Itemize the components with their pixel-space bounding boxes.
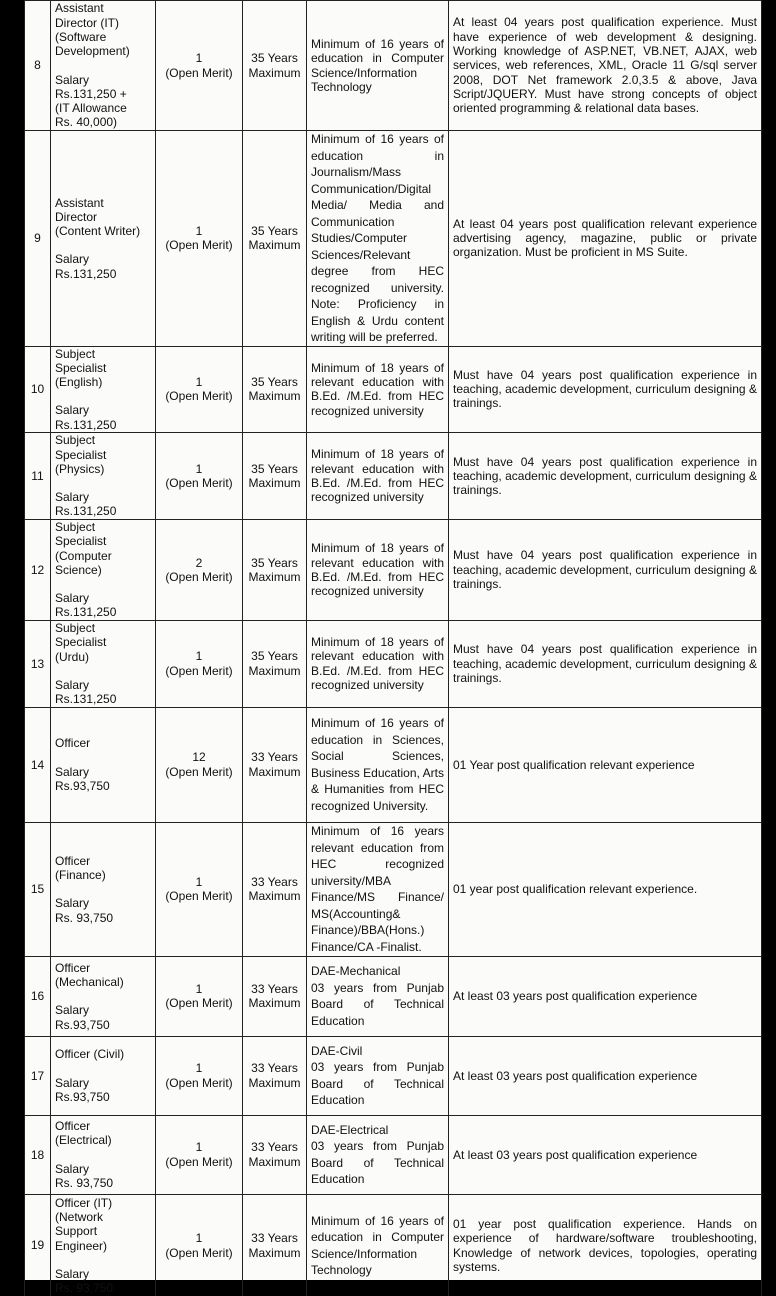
salary-line: Salary xyxy=(55,403,151,417)
vacancy-quota: (Open Merit) xyxy=(160,1246,238,1260)
vacancy-count-cell xyxy=(156,131,243,347)
experience-text: 01 year post qualification experience. Hands on experience of hardware/software troubleshooting, Knowledge of network devices, topologies, operating systems. xyxy=(453,1217,757,1274)
age-limit-label: Maximum xyxy=(247,66,302,80)
experience-cell xyxy=(449,1036,762,1115)
serial-number: 14 xyxy=(29,758,46,772)
age-limit-cell xyxy=(243,1194,307,1296)
post-title-line: Subject xyxy=(55,347,151,361)
post-title-line: Officer xyxy=(55,1119,151,1133)
experience-text: 01 year post qualification relevant experience. xyxy=(453,882,757,896)
vacancy-quota: (Open Merit) xyxy=(160,66,238,80)
serial-number: 19 xyxy=(29,1238,46,1252)
table-row xyxy=(25,1194,762,1296)
post-cell xyxy=(51,1,156,131)
post-cell xyxy=(51,346,156,432)
serial-number-cell xyxy=(25,1194,51,1296)
experience-text: At least 03 years post qualification experience xyxy=(453,989,757,1003)
post-title-line: Officer (IT) xyxy=(55,1196,151,1210)
experience-cell xyxy=(449,620,762,707)
qualification-cell xyxy=(307,1,449,131)
post-title-line: (Software xyxy=(55,30,151,44)
experience-text: At least 03 years post qualification experience xyxy=(453,1148,757,1162)
qualification-text: DAE-Electrical 03 years from Punjab Board of Technical Education xyxy=(311,1122,444,1188)
post-title-line: Specialist xyxy=(55,534,151,548)
post-title-line: Director (IT) xyxy=(55,16,151,30)
experience-text: At least 04 years post qualification relevant experience advertising agency, magazine, public or private organization. Must be proficient in MS Suite. xyxy=(453,217,757,260)
salary-line: Salary xyxy=(55,1267,151,1281)
vacancy-quota: (Open Merit) xyxy=(160,1155,238,1169)
post-title-line: Subject xyxy=(55,621,151,635)
salary-line: Rs. 40,000) xyxy=(55,115,151,129)
age-limit-label: Maximum xyxy=(247,238,302,252)
salary-line: Rs.131,250 xyxy=(55,692,151,706)
post-title-line: (Mechanical) xyxy=(55,975,151,989)
post-title-line: Engineer) xyxy=(55,1239,151,1253)
table-row xyxy=(25,707,762,822)
salary-line: Salary xyxy=(55,252,151,266)
salary-line: Rs.131,250 + xyxy=(55,87,151,101)
qualification-cell xyxy=(307,519,449,620)
post-cell xyxy=(51,131,156,347)
vacancy-count: 1 xyxy=(160,1140,238,1154)
vacancy-quota: (Open Merit) xyxy=(160,996,238,1010)
vacancy-count: 1 xyxy=(160,649,238,663)
age-limit-cell xyxy=(243,1036,307,1115)
qualification-cell xyxy=(307,432,449,519)
salary-line: Rs.93,750 xyxy=(55,1018,151,1032)
age-limit-label: Maximum xyxy=(247,389,302,403)
experience-cell xyxy=(449,519,762,620)
serial-number: 18 xyxy=(29,1148,46,1162)
table-row xyxy=(25,131,762,347)
qualification-text: DAE-Civil 03 years from Punjab Board of Technical Education xyxy=(311,1043,444,1109)
salary-line: Rs. 93,750 xyxy=(55,911,151,925)
salary-line: Salary xyxy=(55,678,151,692)
vacancy-count-cell xyxy=(156,1,243,131)
age-value: 35 Years xyxy=(247,556,302,570)
post-title-line: Assistant xyxy=(55,1,151,15)
table-row xyxy=(25,1115,762,1194)
salary-line: Salary xyxy=(55,1076,151,1090)
serial-number-cell xyxy=(25,1036,51,1115)
serial-number-cell xyxy=(25,346,51,432)
salary-line: Rs. 93,750 xyxy=(55,1281,151,1295)
salary-line: Rs.93,750 xyxy=(55,779,151,793)
vacancy-count: 1 xyxy=(160,875,238,889)
age-value: 33 Years xyxy=(247,1061,302,1075)
qualification-text: Minimum of 16 years of education in Sciences, Social Sciences, Business Education, Arts & Humanities from HEC recognized University. xyxy=(311,715,444,814)
experience-cell xyxy=(449,131,762,347)
qualification-cell xyxy=(307,1036,449,1115)
table-row xyxy=(25,956,762,1036)
serial-number-cell xyxy=(25,131,51,347)
qualification-cell xyxy=(307,1194,449,1296)
post-cell xyxy=(51,620,156,707)
vacancy-count: 2 xyxy=(160,556,238,570)
salary-line: Salary xyxy=(55,765,151,779)
age-limit-cell xyxy=(243,620,307,707)
vacancy-count-cell xyxy=(156,346,243,432)
qualification-text: Minimum of 16 years of education in Computer Science/Information Technology xyxy=(311,37,444,94)
age-limit-label: Maximum xyxy=(247,1246,302,1260)
vacancy-quota: (Open Merit) xyxy=(160,570,238,584)
vacancy-count: 1 xyxy=(160,982,238,996)
serial-number-cell xyxy=(25,432,51,519)
age-value: 35 Years xyxy=(247,224,302,238)
vacancy-count: 1 xyxy=(160,1231,238,1245)
vacancy-count-cell xyxy=(156,1115,243,1194)
experience-cell xyxy=(449,346,762,432)
vacancy-count: 1 xyxy=(160,375,238,389)
salary-line: Salary xyxy=(55,591,151,605)
post-title-line: (English) xyxy=(55,375,151,389)
serial-number-cell xyxy=(25,1115,51,1194)
vacancy-rows xyxy=(25,1,762,1296)
post-title-line: Specialist xyxy=(55,448,151,462)
post-title-line: (Physics) xyxy=(55,462,151,476)
vacancy-count-cell xyxy=(156,432,243,519)
age-limit-label: Maximum xyxy=(247,1155,302,1169)
experience-text: Must have 04 years post qualification experience in teaching, academic development, curriculum designing & trainings. xyxy=(453,368,757,411)
post-cell xyxy=(51,956,156,1036)
post-title-line: (Finance) xyxy=(55,868,151,882)
experience-text: Must have 04 years post qualification experience in teaching, academic development, curriculum designing & trainings. xyxy=(453,642,757,685)
vacancy-quota: (Open Merit) xyxy=(160,1076,238,1090)
qualification-cell xyxy=(307,822,449,956)
qualification-text: DAE-Mechanical 03 years from Punjab Board of Technical Education xyxy=(311,963,444,1029)
post-title-line: (Content Writer) xyxy=(55,224,151,238)
vacancy-quota: (Open Merit) xyxy=(160,476,238,490)
age-limit-label: Maximum xyxy=(247,996,302,1010)
post-title-line: Officer xyxy=(55,736,151,750)
post-cell xyxy=(51,1036,156,1115)
serial-number-cell xyxy=(25,822,51,956)
post-title-line: Specialist xyxy=(55,361,151,375)
age-limit-cell xyxy=(243,956,307,1036)
post-cell xyxy=(51,519,156,620)
serial-number-cell xyxy=(25,707,51,822)
serial-number: 13 xyxy=(29,657,46,671)
post-cell xyxy=(51,822,156,956)
qualification-text: Minimum of 16 years of education in Journalism/Mass Communication/Digital Media/ Media and Communication Studies/Computer Sciences/Relevant degree from HEC recognized university. Note: Proficiency in English & Urdu content writing will be preferred. xyxy=(311,131,444,346)
age-limit-cell xyxy=(243,1,307,131)
post-title-line: Officer xyxy=(55,961,151,975)
age-limit-cell xyxy=(243,822,307,956)
experience-cell xyxy=(449,956,762,1036)
qualification-cell xyxy=(307,131,449,347)
vacancy-count: 12 xyxy=(160,750,238,764)
serial-number: 8 xyxy=(29,58,46,72)
vacancy-count: 1 xyxy=(160,462,238,476)
post-title-line: Development) xyxy=(55,44,151,58)
experience-text: Must have 04 years post qualification experience in teaching, academic development, curriculum designing & trainings. xyxy=(453,455,757,498)
experience-cell xyxy=(449,1115,762,1194)
post-title-line: Specialist xyxy=(55,635,151,649)
post-cell xyxy=(51,1194,156,1296)
age-value: 35 Years xyxy=(247,51,302,65)
salary-line: Salary xyxy=(55,1003,151,1017)
experience-cell xyxy=(449,707,762,822)
post-cell xyxy=(51,707,156,822)
serial-number: 9 xyxy=(29,231,46,245)
post-title-line: (Urdu) xyxy=(55,650,151,664)
qualification-cell xyxy=(307,707,449,822)
age-value: 35 Years xyxy=(247,462,302,476)
experience-cell xyxy=(449,432,762,519)
vacancy-count: 1 xyxy=(160,224,238,238)
experience-cell xyxy=(449,822,762,956)
post-title-line: Officer xyxy=(55,854,151,868)
vacancy-count-cell xyxy=(156,1036,243,1115)
vacancy-count-cell xyxy=(156,707,243,822)
age-limit-cell xyxy=(243,1115,307,1194)
age-limit-label: Maximum xyxy=(247,765,302,779)
salary-line: Rs.131,250 xyxy=(55,605,151,619)
table-row xyxy=(25,346,762,432)
salary-line: (IT Allowance xyxy=(55,101,151,115)
vacancy-count-cell xyxy=(156,956,243,1036)
post-title-line: Support xyxy=(55,1224,151,1238)
vacancy-count-cell xyxy=(156,519,243,620)
post-title-line: Assistant xyxy=(55,196,151,210)
table-row xyxy=(25,620,762,707)
serial-number-cell xyxy=(25,1,51,131)
age-value: 33 Years xyxy=(247,875,302,889)
salary-line: Rs.93,750 xyxy=(55,1090,151,1104)
serial-number-cell xyxy=(25,956,51,1036)
qualification-text: Minimum of 18 years of relevant education with B.Ed. /M.Ed. from HEC recognized university xyxy=(311,541,444,598)
salary-line: Salary xyxy=(55,73,151,87)
serial-number: 11 xyxy=(29,469,46,483)
table-row xyxy=(25,1036,762,1115)
post-cell xyxy=(51,1115,156,1194)
post-title-line: Subject xyxy=(55,520,151,534)
age-limit-label: Maximum xyxy=(247,476,302,490)
age-limit-cell xyxy=(243,519,307,620)
table-row xyxy=(25,432,762,519)
vacancy-count-cell xyxy=(156,822,243,956)
experience-cell xyxy=(449,1,762,131)
document-page xyxy=(24,0,761,1280)
post-title-line: Director xyxy=(55,210,151,224)
table-row xyxy=(25,519,762,620)
salary-line: Salary xyxy=(55,490,151,504)
serial-number: 10 xyxy=(29,382,46,396)
salary-line: Rs.131,250 xyxy=(55,267,151,281)
age-value: 33 Years xyxy=(247,982,302,996)
post-cell xyxy=(51,432,156,519)
qualification-cell xyxy=(307,620,449,707)
age-limit-cell xyxy=(243,707,307,822)
post-title-line: (Electrical) xyxy=(55,1133,151,1147)
post-title-line: Subject xyxy=(55,433,151,447)
vacancy-quota: (Open Merit) xyxy=(160,765,238,779)
age-limit-cell xyxy=(243,346,307,432)
salary-line: Salary xyxy=(55,896,151,910)
experience-cell xyxy=(449,1194,762,1296)
qualification-text: Minimum of 16 years of education in Computer Science/Information Technology xyxy=(311,1213,444,1279)
vacancy-count: 1 xyxy=(160,51,238,65)
experience-text: Must have 04 years post qualification experience in teaching, academic development, curriculum designing & trainings. xyxy=(453,548,757,591)
experience-text: 01 Year post qualification relevant experience xyxy=(453,758,757,772)
vacancy-quota: (Open Merit) xyxy=(160,389,238,403)
qualification-text: Minimum of 18 years of relevant education with B.Ed. /M.Ed. from HEC recognized university xyxy=(311,447,444,504)
serial-number-cell xyxy=(25,519,51,620)
age-value: 33 Years xyxy=(247,1140,302,1154)
vacancy-count-cell xyxy=(156,620,243,707)
age-limit-label: Maximum xyxy=(247,1076,302,1090)
salary-line: Rs.131,250 xyxy=(55,418,151,432)
post-title-line: (Computer xyxy=(55,549,151,563)
table-row xyxy=(25,1,762,131)
age-value: 35 Years xyxy=(247,649,302,663)
age-limit-cell xyxy=(243,432,307,519)
experience-text: At least 03 years post qualification experience xyxy=(453,1069,757,1083)
vacancy-table xyxy=(24,0,762,1296)
vacancy-quota: (Open Merit) xyxy=(160,664,238,678)
post-title-line: (Network xyxy=(55,1210,151,1224)
age-limit-label: Maximum xyxy=(247,570,302,584)
serial-number-cell xyxy=(25,620,51,707)
serial-number: 15 xyxy=(29,882,46,896)
age-value: 33 Years xyxy=(247,1231,302,1245)
vacancy-count: 1 xyxy=(160,1061,238,1075)
qualification-text: Minimum of 18 years of relevant education with B.Ed. /M.Ed. from HEC recognized university xyxy=(311,361,444,418)
salary-line: Rs. 93,750 xyxy=(55,1176,151,1190)
salary-line: Salary xyxy=(55,1162,151,1176)
age-value: 35 Years xyxy=(247,375,302,389)
qualification-text: Minimum of 16 years relevant education from HEC recognized university/MBA Finance/MS Finance/ MS(Accounting& Finance)/BBA(Hons.) Finance/CA -Finalist. xyxy=(311,823,444,955)
serial-number: 12 xyxy=(29,563,46,577)
qualification-cell xyxy=(307,346,449,432)
age-limit-label: Maximum xyxy=(247,664,302,678)
vacancy-quota: (Open Merit) xyxy=(160,238,238,252)
post-title-line: Officer (Civil) xyxy=(55,1047,151,1061)
post-title-line: Science) xyxy=(55,563,151,577)
vacancy-count-cell xyxy=(156,1194,243,1296)
salary-line: Rs.131,250 xyxy=(55,504,151,518)
vacancy-quota: (Open Merit) xyxy=(160,889,238,903)
experience-text: At least 04 years post qualification experience. Must have experience of web development & designing. Working knowledge of ASP.NET, VB.NET, AJAX, web services, web references, XML, Oracle 11 G/sql server 2008, DOT Net framework 2.0,3.5 & above, Java Script/JQUERY. Must have strong concepts of object oriented programming & relational data bases. xyxy=(453,15,757,115)
age-value: 33 Years xyxy=(247,750,302,764)
qualification-cell xyxy=(307,1115,449,1194)
serial-number: 16 xyxy=(29,989,46,1003)
serial-number: 17 xyxy=(29,1069,46,1083)
table-row xyxy=(25,822,762,956)
qualification-text: Minimum of 18 years of relevant education with B.Ed. /M.Ed. from HEC recognized university xyxy=(311,635,444,692)
qualification-cell xyxy=(307,956,449,1036)
age-limit-cell xyxy=(243,131,307,347)
age-limit-label: Maximum xyxy=(247,889,302,903)
